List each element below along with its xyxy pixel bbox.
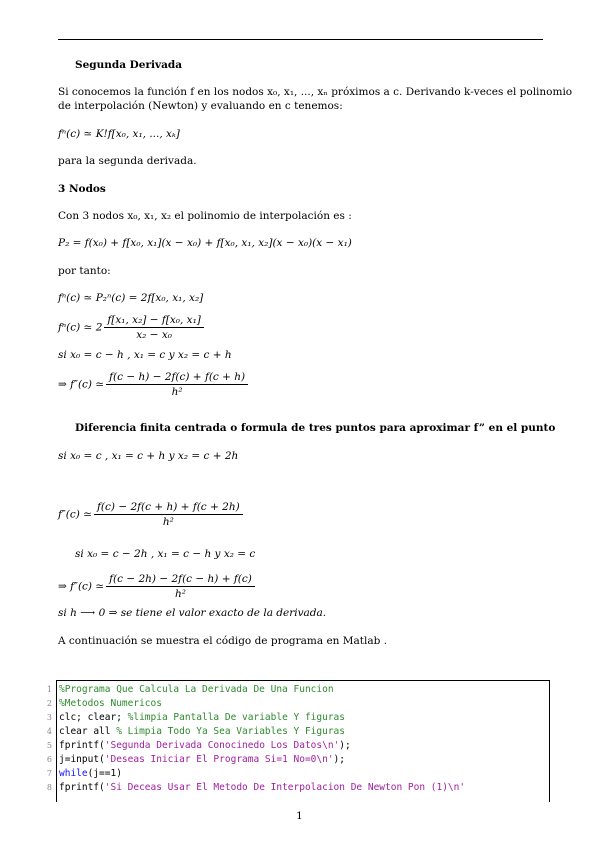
section-title: Segunda Derivada xyxy=(75,59,183,71)
code-string: 'Deseas Iniciar El Programa Si=1 No=0\n' xyxy=(104,754,334,765)
result-1 xyxy=(58,370,250,399)
code-text: ); xyxy=(333,754,345,765)
top-rule xyxy=(58,39,543,40)
line-number: 7 xyxy=(46,769,52,778)
code-comment: %Programa Que Calcula La Derivada De Una Funcion xyxy=(59,684,334,695)
result3-numerator: f(c − 2h) − 2f(c − h) + f(c) xyxy=(106,572,255,587)
code-line xyxy=(59,740,351,751)
code-text: clc; clear; xyxy=(59,712,128,723)
line-number: 4 xyxy=(46,727,52,736)
result2-numerator: f(c) − 2f(c + h) + f(c + 2h) xyxy=(94,500,243,515)
code-keyword: while xyxy=(59,768,88,779)
result1-lhs: ⇒ f″(c) ≃ xyxy=(58,378,105,391)
code-comment: %limpia Pantalla De variable Y figuras xyxy=(127,712,345,723)
result1-fraction xyxy=(106,370,248,399)
second-derivative-eq-1: fⁿ(c) ≃ P₂ⁿ(c) = 2f[x₀, x₁, x₂] xyxy=(58,292,204,304)
code-text: fprintf( xyxy=(59,782,105,793)
line-number: 5 xyxy=(46,741,52,750)
result2-lhs: f″(c) ≃ xyxy=(58,508,93,521)
second-derivative-eq-2 xyxy=(58,313,206,342)
result3-lhs: ⇒ f″(c) ≃ xyxy=(58,580,105,593)
therefore-text: por tanto: xyxy=(58,265,111,277)
result-3 xyxy=(58,572,257,601)
code-comment: % Limpia Todo Ya Sea Variables Y Figuras xyxy=(116,726,345,737)
matlab-code-listing xyxy=(40,680,548,801)
code-line xyxy=(59,726,345,737)
code-text: j=input( xyxy=(59,754,105,765)
line-number: 2 xyxy=(46,699,52,708)
centered-difference-title: Diferencia finita centrada o formula de tres puntos para aproximar f” en el punto xyxy=(75,422,556,434)
code-line xyxy=(59,754,345,765)
page-number: 1 xyxy=(296,810,303,822)
three-nodes-intro: Con 3 nodos x₀, x₁, x₂ el polinomio de interpolación es : xyxy=(58,210,352,222)
code-string: 'Segunda Derivada Conocinedo Los Datos\n' xyxy=(104,740,340,751)
result1-denominator: h² xyxy=(171,386,183,398)
second-derivative-note: para la segunda derivada. xyxy=(58,155,197,167)
line-number: 6 xyxy=(46,755,52,764)
code-text: fprintf( xyxy=(59,740,105,751)
three-nodes-title: 3 Nodos xyxy=(58,183,106,195)
p2-formula: P₂ = f(x₀) + f[x₀, x₁](x − x₀) + f[x₀, x₁, x₂](x − x₀)(x − x₁) xyxy=(58,237,352,249)
result2-fraction xyxy=(94,500,243,529)
line-number: 3 xyxy=(46,713,52,722)
code-line xyxy=(59,698,162,709)
limit-note: si h ⟶ 0 ⇒ se tiene el valor exacto de la derivada. xyxy=(58,607,327,619)
code-line xyxy=(59,684,334,695)
substitution-2: si x₀ = c , x₁ = c + h y x₂ = c + 2h xyxy=(58,450,239,462)
code-line xyxy=(59,712,345,723)
eq2-fraction xyxy=(104,313,204,342)
substitution-3: si x₀ = c − 2h , x₁ = c − h y x₂ = c xyxy=(75,548,256,560)
line-number: 8 xyxy=(46,783,52,792)
eq2-numerator: f[x₁, x₂] − f[x₀, x₁] xyxy=(104,313,204,328)
code-comment: %Metodos Numericos xyxy=(59,698,162,709)
code-line xyxy=(59,768,122,779)
general-derivative-formula: fⁿ(c) ≃ K!f[x₀, x₁, ..., xₖ] xyxy=(58,128,180,140)
intro-line-2: de interpolación (Newton) y evaluando en c tenemos: xyxy=(58,100,343,112)
result3-fraction xyxy=(106,572,255,601)
line-number: 1 xyxy=(46,685,52,694)
code-text: ); xyxy=(339,740,351,751)
code-text: (j==1) xyxy=(87,768,122,779)
code-text: clear all xyxy=(59,726,117,737)
intro-line-1: Si conocemos la función f en los nodos x₀, x₁, ..., xₙ próximos a c. Derivando k-veces el polinomio xyxy=(58,86,573,98)
result1-numerator: f(c − h) − 2f(c) + f(c + h) xyxy=(106,370,248,385)
matlab-intro: A continuación se muestra el código de programa en Matlab . xyxy=(58,635,388,647)
result2-denominator: h² xyxy=(162,516,174,528)
result-2 xyxy=(58,500,245,529)
eq2-lhs: fⁿ(c) ≃ 2 xyxy=(58,321,103,334)
code-line xyxy=(59,782,465,793)
substitution-1: si x₀ = c − h , x₁ = c y x₂ = c + h xyxy=(58,349,232,361)
eq2-denominator: x₂ − x₀ xyxy=(136,329,172,341)
result3-denominator: h² xyxy=(175,588,186,600)
code-string: 'Si Deceas Usar El Metodo De Interpolacion De Newton Pon (1)\n' xyxy=(104,782,466,793)
